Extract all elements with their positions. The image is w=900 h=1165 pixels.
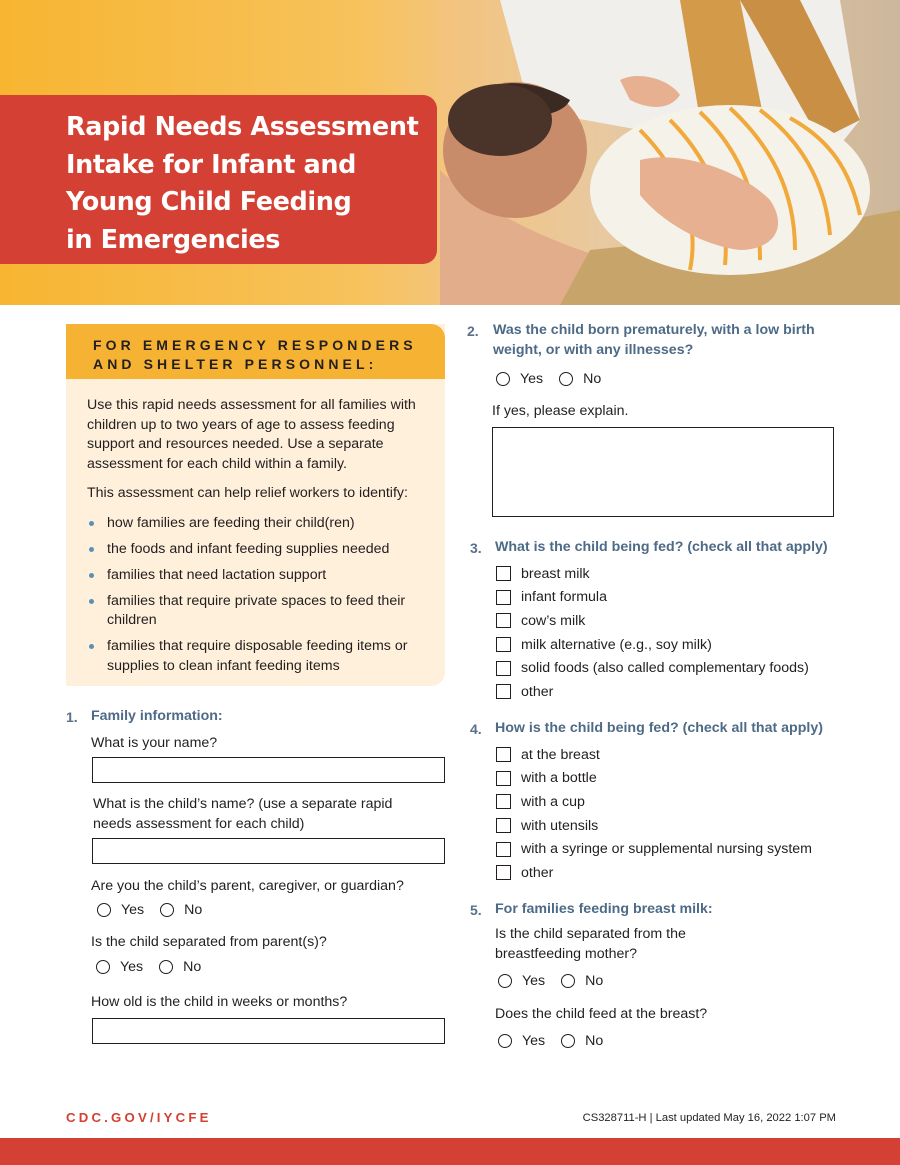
- mother-separated-label: Is the child separated from the breastfeeding mother?: [495, 926, 686, 962]
- bullet-icon: [89, 573, 94, 578]
- bullet-icon: [89, 547, 94, 552]
- checkbox-option[interactable]: with a cup: [496, 790, 812, 814]
- radio-button[interactable]: [96, 960, 110, 974]
- radio-button[interactable]: [160, 903, 174, 917]
- checkbox[interactable]: [496, 566, 511, 581]
- q5-title: For families feeding breast milk:: [495, 901, 713, 917]
- checkbox[interactable]: [496, 613, 511, 628]
- fed-how-checklist: [496, 743, 812, 885]
- responder-info-box: [66, 324, 445, 686]
- premature-yes-option[interactable]: Yes: [496, 371, 543, 387]
- radio-button[interactable]: [561, 1034, 575, 1048]
- checkbox[interactable]: [496, 747, 511, 762]
- header-banner: [0, 0, 900, 305]
- checkbox-option[interactable]: other: [496, 680, 809, 704]
- document-id: CS328711-H | Last updated May 16, 2022 1:07 PM: [582, 1112, 836, 1124]
- q2-title: Was the child born prematurely, with a low birth weight, or with any illnesses?: [493, 322, 815, 358]
- age-label: How old is the child in weeks or months?: [91, 994, 348, 1010]
- feed-at-breast-yes-option[interactable]: Yes: [498, 1033, 545, 1049]
- checkbox-option[interactable]: with a syringe or supplemental nursing system: [496, 837, 812, 861]
- radio-button[interactable]: [498, 974, 512, 988]
- checkbox-option[interactable]: at the breast: [496, 743, 812, 767]
- premature-no-option[interactable]: No: [559, 371, 601, 387]
- child-name-field[interactable]: [92, 838, 445, 864]
- bullet-icon: [89, 644, 94, 649]
- checkbox[interactable]: [496, 794, 511, 809]
- info-bullet-list: [87, 514, 431, 677]
- name-label: What is your name?: [91, 735, 218, 751]
- info-paragraph: Use this rapid needs assessment for all families with children up to two years of age to assess feeding support and resources needed. Use a separate assessment for each child within a family.: [87, 397, 416, 472]
- q1-title: Family information:: [91, 708, 223, 724]
- bullet-icon: [89, 599, 94, 604]
- feed-at-breast-radio-group: [498, 1033, 619, 1049]
- radio-button[interactable]: [561, 974, 575, 988]
- guardian-no-option[interactable]: No: [160, 902, 202, 918]
- checkbox-option[interactable]: breast milk: [496, 562, 809, 586]
- checkbox[interactable]: [496, 684, 511, 699]
- mother-separated-radio-group: [498, 973, 619, 989]
- explain-field[interactable]: [492, 427, 834, 517]
- guardian-label: Are you the child’s parent, caregiver, or guardian?: [91, 878, 404, 894]
- checkbox-option[interactable]: cow’s milk: [496, 609, 809, 633]
- name-field[interactable]: [92, 757, 445, 783]
- info-paragraph: This assessment can help relief workers to identify:: [87, 485, 408, 501]
- guardian-radio-group: [97, 902, 218, 918]
- title-banner: [0, 95, 437, 264]
- q5-number: 5.: [470, 902, 482, 918]
- checkbox[interactable]: [496, 637, 511, 652]
- feed-at-breast-label: Does the child feed at the breast?: [495, 1006, 708, 1022]
- age-field[interactable]: [92, 1018, 445, 1044]
- mother-separated-yes-option[interactable]: Yes: [498, 973, 545, 989]
- radio-button[interactable]: [498, 1034, 512, 1048]
- checkbox[interactable]: [496, 842, 511, 857]
- bullet-icon: [89, 521, 94, 526]
- mother-separated-no-option[interactable]: No: [561, 973, 603, 989]
- checkbox[interactable]: [496, 818, 511, 833]
- footer-url-link[interactable]: CDC.GOV/IYCFE: [66, 1110, 212, 1125]
- checkbox[interactable]: [496, 771, 511, 786]
- q2-number: 2.: [467, 323, 479, 339]
- checkbox[interactable]: [496, 865, 511, 880]
- q3-title: What is the child being fed? (check all that apply): [495, 539, 828, 555]
- radio-button[interactable]: [159, 960, 173, 974]
- radio-button[interactable]: [496, 372, 510, 386]
- checkbox[interactable]: [496, 661, 511, 676]
- list-item: the foods and infant feeding supplies needed: [87, 540, 431, 560]
- radio-button[interactable]: [97, 903, 111, 917]
- info-heading: FOR EMERGENCY RESPONDERS AND SHELTER PERSONNEL:: [66, 324, 445, 379]
- document-title: Rapid Needs Assessment Intake for Infant and Young Child Feeding in Emergencies: [66, 112, 419, 255]
- checkbox-option[interactable]: milk alternative (e.g., soy milk): [496, 633, 809, 657]
- checkbox-option[interactable]: solid foods (also called complementary foods): [496, 656, 809, 680]
- explain-label: If yes, please explain.: [492, 403, 629, 419]
- fed-what-checklist: [496, 562, 809, 704]
- list-item: how families are feeding their child(ren): [87, 514, 431, 534]
- separated-no-option[interactable]: No: [159, 959, 201, 975]
- feed-at-breast-no-option[interactable]: No: [561, 1033, 603, 1049]
- list-item: families that need lactation support: [87, 566, 431, 586]
- guardian-yes-option[interactable]: Yes: [97, 902, 144, 918]
- checkbox-option[interactable]: other: [496, 861, 812, 885]
- checkbox-option[interactable]: infant formula: [496, 586, 809, 610]
- list-item: families that require disposable feeding items or supplies to clean infant feeding items: [87, 637, 431, 676]
- list-item: families that require private spaces to feed their children: [87, 592, 431, 631]
- mother-breastfeeding-photo: [440, 0, 900, 305]
- separated-yes-option[interactable]: Yes: [96, 959, 143, 975]
- q4-title: How is the child being fed? (check all that apply): [495, 720, 823, 736]
- checkbox[interactable]: [496, 590, 511, 605]
- bottom-bar: [0, 1138, 900, 1165]
- child-name-label: What is the child’s name? (use a separate rapid needs assessment for each child): [93, 796, 393, 832]
- checkbox-option[interactable]: with utensils: [496, 814, 812, 838]
- q1-number: 1.: [66, 709, 78, 725]
- separated-label: Is the child separated from parent(s)?: [91, 934, 327, 950]
- q4-number: 4.: [470, 721, 482, 737]
- separated-radio-group: [96, 959, 217, 975]
- radio-button[interactable]: [559, 372, 573, 386]
- q3-number: 3.: [470, 540, 482, 556]
- checkbox-option[interactable]: with a bottle: [496, 767, 812, 791]
- premature-radio-group: [496, 371, 617, 387]
